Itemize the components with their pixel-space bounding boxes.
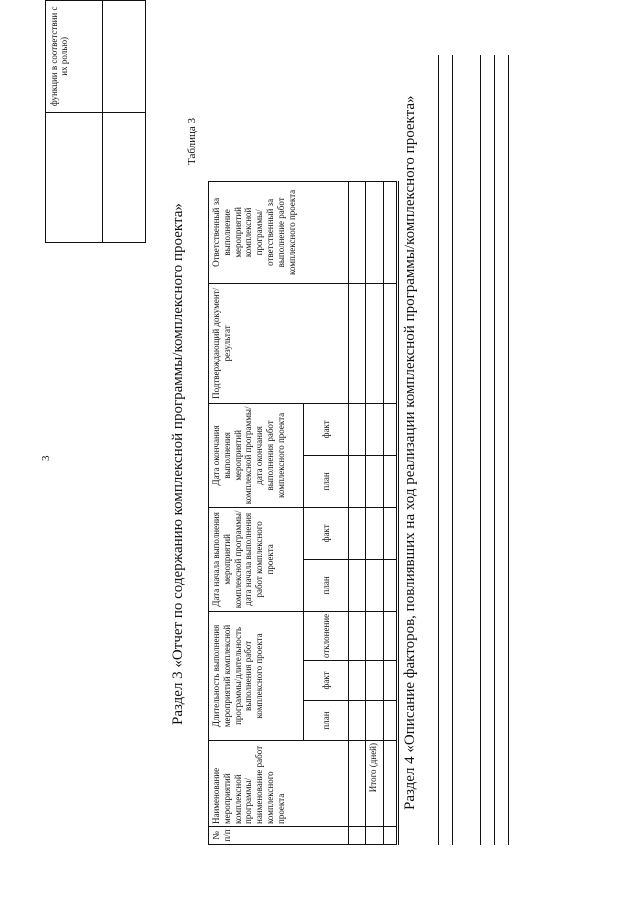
section4-title: Раздел 4 «Описание факторов, повлиявших на ход реализации комплексной программы/комплексного проекта» (402, 95, 418, 810)
sub-plan: план (304, 559, 349, 611)
answer-line (508, 55, 509, 845)
sub-deviation: отклонение (304, 611, 349, 660)
page-number: 3 (40, 455, 52, 461)
answer-line (438, 55, 439, 845)
empty-cell (103, 112, 146, 242)
sub-plan: план (304, 701, 349, 741)
answer-line (480, 55, 481, 845)
section3-table (208, 181, 399, 845)
header-duration: Длительность выполнения мероприятий комплексной программы/длительность выполнения работ комплексного проекта (209, 611, 304, 740)
sub-fact: факт (304, 403, 349, 455)
sub-plan: план (304, 455, 349, 507)
role-functions-cell: функции в соответствии с их ролью) (46, 1, 103, 113)
empty-cell (46, 112, 103, 242)
header-responsible: Ответственный за выполнение мероприятий комплексной программы/ ответственный за выполнение работ комплексного проекта (209, 181, 349, 283)
header-name: Наименование мероприятий комплексной программы/ наименование работ комплексного проекта (209, 741, 349, 827)
total-row (366, 181, 384, 844)
header-num: № п/п (209, 827, 349, 845)
sub-fact: факт (304, 661, 349, 701)
empty-cell (103, 1, 146, 113)
total-label: Итого (дней) (366, 741, 384, 827)
sub-fact: факт (304, 507, 349, 559)
continued-table (45, 0, 146, 243)
table-header-row (209, 181, 304, 844)
header-end-date: Дата окончания выполнения мероприятий комплексной программы/ дата окончания выполнения работ комплексного проекта (209, 403, 304, 507)
section3-title: Раздел 3 «Отчет по содержанию комплексной программы/комплексного проекта» (170, 203, 186, 725)
table-row (349, 181, 366, 844)
answer-line (452, 55, 453, 845)
answer-line (494, 55, 495, 845)
header-document: Подтверждающий документ/ результат (209, 283, 349, 403)
table-caption: Таблица 3 (186, 117, 198, 165)
header-start-date: Дата начала выполнения мероприятий комплексной программы/ дата начала выполнения работ комплексного проекта (209, 507, 304, 611)
table-row (384, 181, 398, 844)
